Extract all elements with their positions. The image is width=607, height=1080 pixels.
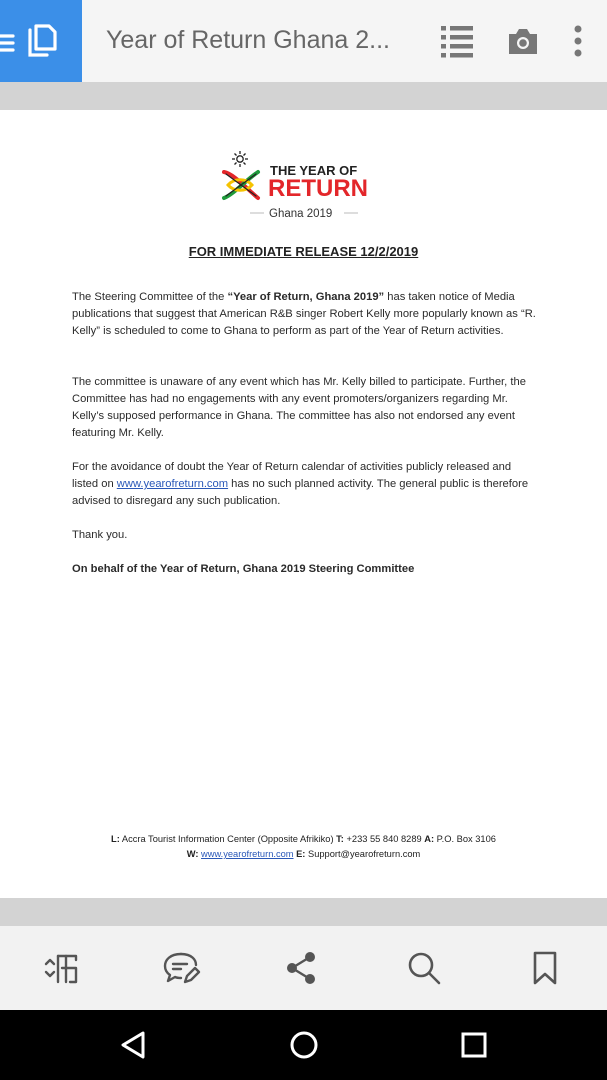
more-vert-icon[interactable] xyxy=(568,22,588,60)
footer-contact-line1: L: Accra Tourist Information Center (Opposite Afrikiko) T: +233 55 840 8289 A: P.O. Box 3106 xyxy=(111,834,496,844)
page-gap-top xyxy=(0,82,607,110)
website-link[interactable]: www.yearofreturn.com xyxy=(116,478,229,490)
back-icon[interactable] xyxy=(113,1026,153,1066)
logo-sun-icon xyxy=(232,151,248,167)
page-gap-bottom xyxy=(0,898,607,926)
paragraph-1: The Steering Committee of the “Year of Return, Ghana 2019” has taken notice of Media publications that suggest that American R&B singer Robert Kelly more popularly known as “R. Kelly” is scheduled to come to Ghana to perform as part of the Year of Return activities. xyxy=(72,291,536,337)
year-of-return-logo xyxy=(220,150,390,225)
footer-contact-line2: W: www.yearofreturn.com E: Support@yearofreturn.com xyxy=(186,849,421,859)
logo-knot-icon xyxy=(224,172,258,198)
list-view-icon[interactable] xyxy=(440,22,474,60)
logo-line1: THE YEAR OF xyxy=(270,163,358,178)
signature-line: On behalf of the Year of Return, Ghana 2019 Steering Committee xyxy=(72,563,415,575)
document-pages-icon xyxy=(0,0,82,82)
paragraph-thanks: Thank you. xyxy=(72,529,128,541)
text-reflow-icon[interactable] xyxy=(42,948,82,988)
logo-line3: Ghana 2019 xyxy=(269,208,333,220)
comment-edit-icon[interactable] xyxy=(161,948,201,988)
home-icon[interactable] xyxy=(284,1026,324,1066)
paragraph-3: For the avoidance of doubt the Year of Return calendar of activities publicly released and listed on www.yearofreturn.com has no such planned activity. The general public is therefore advised to disregard any such publication. xyxy=(72,461,529,507)
document-pages-button[interactable] xyxy=(0,0,82,82)
document-title: Year of Return Ghana 2... xyxy=(106,26,390,54)
recents-icon[interactable] xyxy=(454,1026,494,1066)
paragraph-2: The committee is unaware of any event which has Mr. Kelly billed to participate. Further, the Committee has had no engagements with any event promoters/organizers regarding Mr. Kelly’s supposed performance in Ghana. The committee has also not endorsed any event featuring Mr. Kelly. xyxy=(72,376,526,439)
bookmark-icon[interactable] xyxy=(525,948,565,988)
search-icon[interactable] xyxy=(404,948,444,988)
release-heading: FOR IMMEDIATE RELEASE 12/2/2019 xyxy=(188,244,419,259)
camera-icon[interactable] xyxy=(506,22,540,60)
logo-line2: RETURN xyxy=(268,175,368,202)
share-icon[interactable] xyxy=(282,948,322,988)
footer-website-link[interactable]: www.yearofreturn.com xyxy=(201,849,294,859)
